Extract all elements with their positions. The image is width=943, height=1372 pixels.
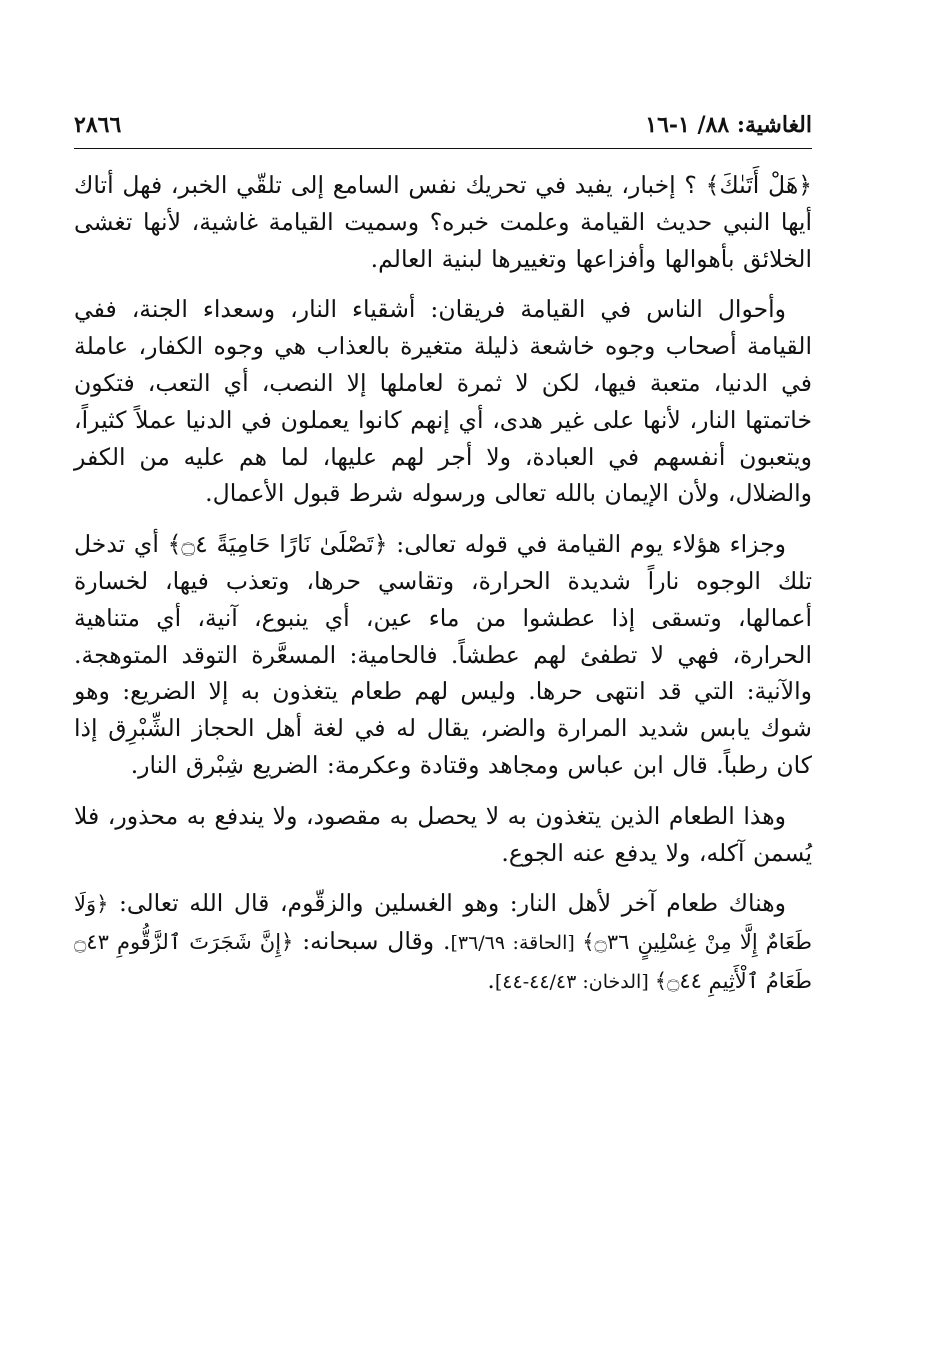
paragraph-5-text-2: . وقال سبحانه: bbox=[293, 927, 451, 956]
paragraph-5 bbox=[74, 885, 812, 1000]
page-number: ٢٨٦٦ bbox=[74, 112, 122, 138]
quran-verse-2: ﴿إِنَّ شَجَرَتَ ٱلزَّقُّومِ ۝٤٣ طَعَامُ ٱلْأَثِيمِ ۝٤٤﴾ bbox=[74, 930, 812, 993]
paragraph-5-text-3: . bbox=[487, 965, 495, 994]
running-title: الغاشية: ٨٨/ ١-١٦ bbox=[645, 112, 812, 138]
paragraph-5-text-1: وهناك طعام آخر لأهل النار: وهو الغسلين والزقّوم، قال الله تعالى: bbox=[108, 889, 786, 918]
paragraph-1: ﴿هَلْ أَتَىٰكَ﴾ ؟ إخبار، يفيد في تحريك نفس السامع إلى تلقّي الخبر، فهل أتاك أيها النبي حديث القيامة وعلمت خبره؟ وسميت القيامة غاشية، لأنها تغشى الخلائق بأهوالها وأفزاعها وتغييرها لبنية العالم. bbox=[74, 171, 812, 273]
quran-verse-1: ﴿وَلَا طَعَامٌ إِلَّا مِنْ غِسْلِينٍ ۝٣٦﴾ bbox=[74, 892, 812, 955]
page-header bbox=[74, 108, 812, 149]
body-text bbox=[74, 167, 812, 1001]
book-page bbox=[74, 108, 812, 1001]
verse-reference-1: [الحاقة: ٣٦/٦٩] bbox=[450, 932, 583, 955]
paragraph-2: وأحوال الناس في القيامة فريقان: أشقياء النار، وسعداء الجنة، ففي القيامة أصحاب وجوه خاشعة ذليلة متغيرة بالعذاب هي وجوه الكفار، عاملة في الدنيا، متعبة فيها، لكن لا ثمرة لعاملها إلا النصب، أي التعب، فتكون خاتمتها النار، لأنها على غير هدى، أي إنهم كانوا يعملون في الدنيا عملاً كثيراً، ويتعبون أنفسهم في العبادة، ولا أجر لهم عليها، لما هم عليه من الكفر والضلال، ولأن الإيمان بالله تعالى ورسوله شرط قبول الأعمال. bbox=[74, 295, 812, 508]
verse-reference-2: [الدخان: ٤٤/٤٣-٤٤] bbox=[494, 970, 655, 993]
paragraph-3: وجزاء هؤلاء يوم القيامة في قوله تعالى: ﴿تَصْلَىٰ نَارًا حَامِيَةً ۝٤﴾ أي تدخل تلك الوجوه ناراً شديدة الحرارة، وتقاسي حرها، وتعذب فيها، لخسارة أعمالها، وتسقى إذا عطشوا من ماء عين، أي ينبوع، آنية، أي متناهية الحرارة، فهي لا تطفئ لهم عطشاً. فالحامية: المسعَّرة التوقد المتوهجة. والآنية: التي قد انتهى حرها. وليس لهم طعام يتغذون به إلا الضريع: وهو شوك يابس شديد المرارة والضر، يقال له في لغة أهل الحجاز الشِّبْرِق إذا كان رطباً. قال ابن عباس ومجاهد وقتادة وعكرمة: الضريع شِبْرق النار. bbox=[74, 530, 812, 779]
paragraph-4: وهذا الطعام الذين يتغذون به لا يحصل به مقصود، ولا يندفع به محذور، فلا يُسمن آكله، ولا يدفع عنه الجوع. bbox=[74, 801, 812, 867]
